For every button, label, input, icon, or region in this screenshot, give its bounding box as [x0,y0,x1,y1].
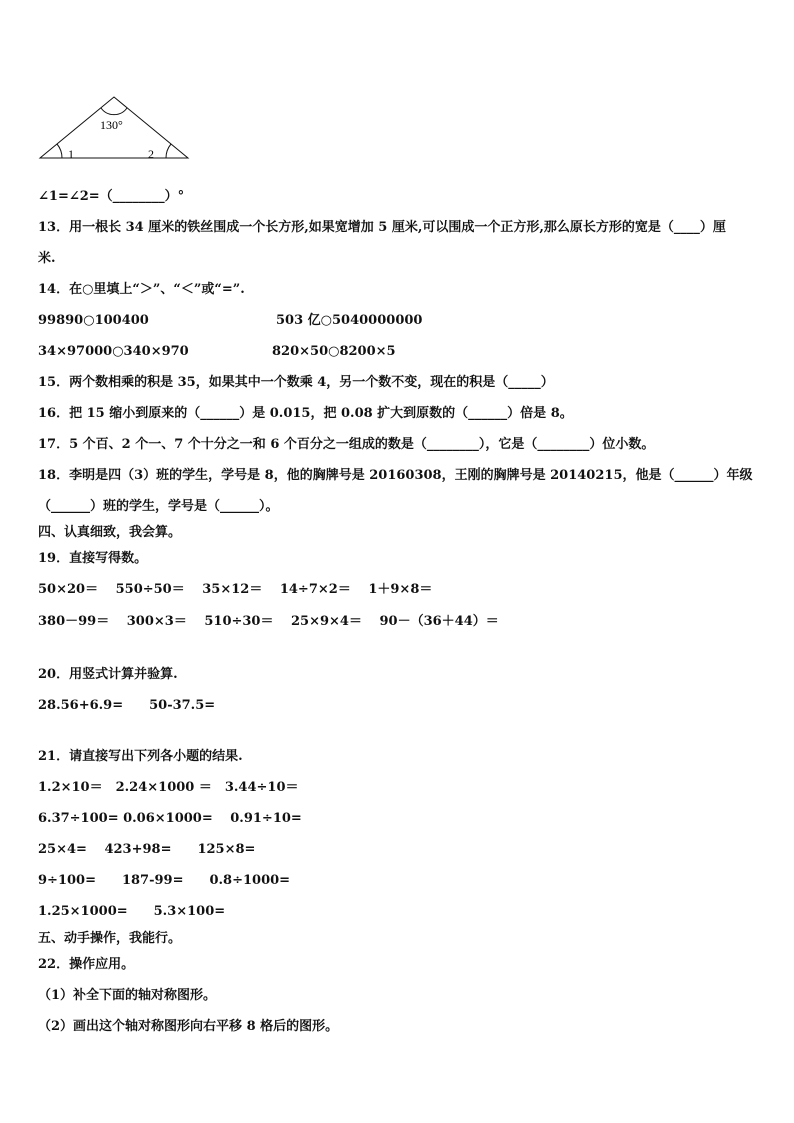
q14-item-3: 34×97000○340×970 [38,344,189,359]
q19-title: 19．直接写得数。 [38,551,148,566]
q22-part-2: （2）画出这个轴对称图形向右平移 8 格后的图形。 [38,1019,339,1034]
q17-line: 17．5 个百、2 个一、7 个十分之一和 6 个百分之一组成的数是（________），它是（________）位小数。 [38,437,655,452]
triangle-figure [38,92,198,164]
q16-line: 16．把 15 缩小到原来的（______）是 0.015，把 0.08 扩大到原数的（______）倍是 8。 [38,406,573,421]
q18-line-1: 18．李明是四（3）班的学生，学号是 8，他的胸牌号是 20160308，王刚的胸牌号是 20140215，他是（______）年级 [38,468,753,483]
section-5-heading: 五、动手操作，我能行。 [38,931,182,946]
q13-line-2: 米. [38,251,56,266]
q22-part-1: （1）补全下面的轴对称图形。 [38,988,217,1003]
q19-row-1: 50×20＝ 550÷50＝ 35×12＝ 14÷7×2＝ 1＋9×8＝ [38,582,433,597]
angle2-label: 2 [148,147,154,161]
q18-line-2: （______）班的学生，学号是（______）。 [38,499,279,514]
q21-row-5: 1.25×1000= 5.3×100= [38,904,226,919]
q21-row-2: 6.37÷100= 0.06×1000= 0.91÷10= [38,811,302,826]
angle1-arc [57,144,62,158]
q21-row-3: 25×4= 423+98= 125×8= [38,842,256,857]
angle1-label: 1 [68,147,74,161]
q12-answer-line: ∠1=∠2=（________）° [38,189,185,204]
q20-row: 28.56+6.9= 50-37.5= [38,698,216,713]
q15-line: 15．两个数相乘的积是 35，如果其中一个数乘 4，另一个数不变，现在的积是（_____） [38,375,554,390]
q21-row-4: 9÷100= 187-99= 0.8÷1000= [38,873,291,888]
q19-row-2: 380－99＝ 300×3＝ 510÷30＝ 25×9×4＝ 90－（36＋44）＝ [38,614,499,629]
q14-item-1: 99890○100400 [38,313,149,328]
q14-title: 14．在○里填上“＞”、“＜”或“=”. [38,282,245,297]
angle2-arc [166,144,171,158]
q13-line-1: 13．用一根长 34 厘米的铁丝围成一个长方形,如果宽增加 5 厘米,可以围成一个正方形,那么原长方形的宽是（____）厘 [38,220,726,235]
q14-item-4: 820×50○8200×5 [272,344,396,359]
apex-angle-label: 130° [100,118,123,132]
q14-item-2: 503 亿○5040000000 [276,313,423,328]
q21-row-1: 1.2×10＝ 2.24×1000 ＝ 3.44÷10＝ [38,780,299,795]
q21-title: 21．请直接写出下列各小题的结果. [38,749,243,764]
q20-title: 20．用竖式计算并验算. [38,667,178,682]
apex-angle-arc [101,108,127,115]
section-4-heading: 四、认真细致，我会算。 [38,525,182,540]
q22-title: 22．操作应用。 [38,957,135,972]
